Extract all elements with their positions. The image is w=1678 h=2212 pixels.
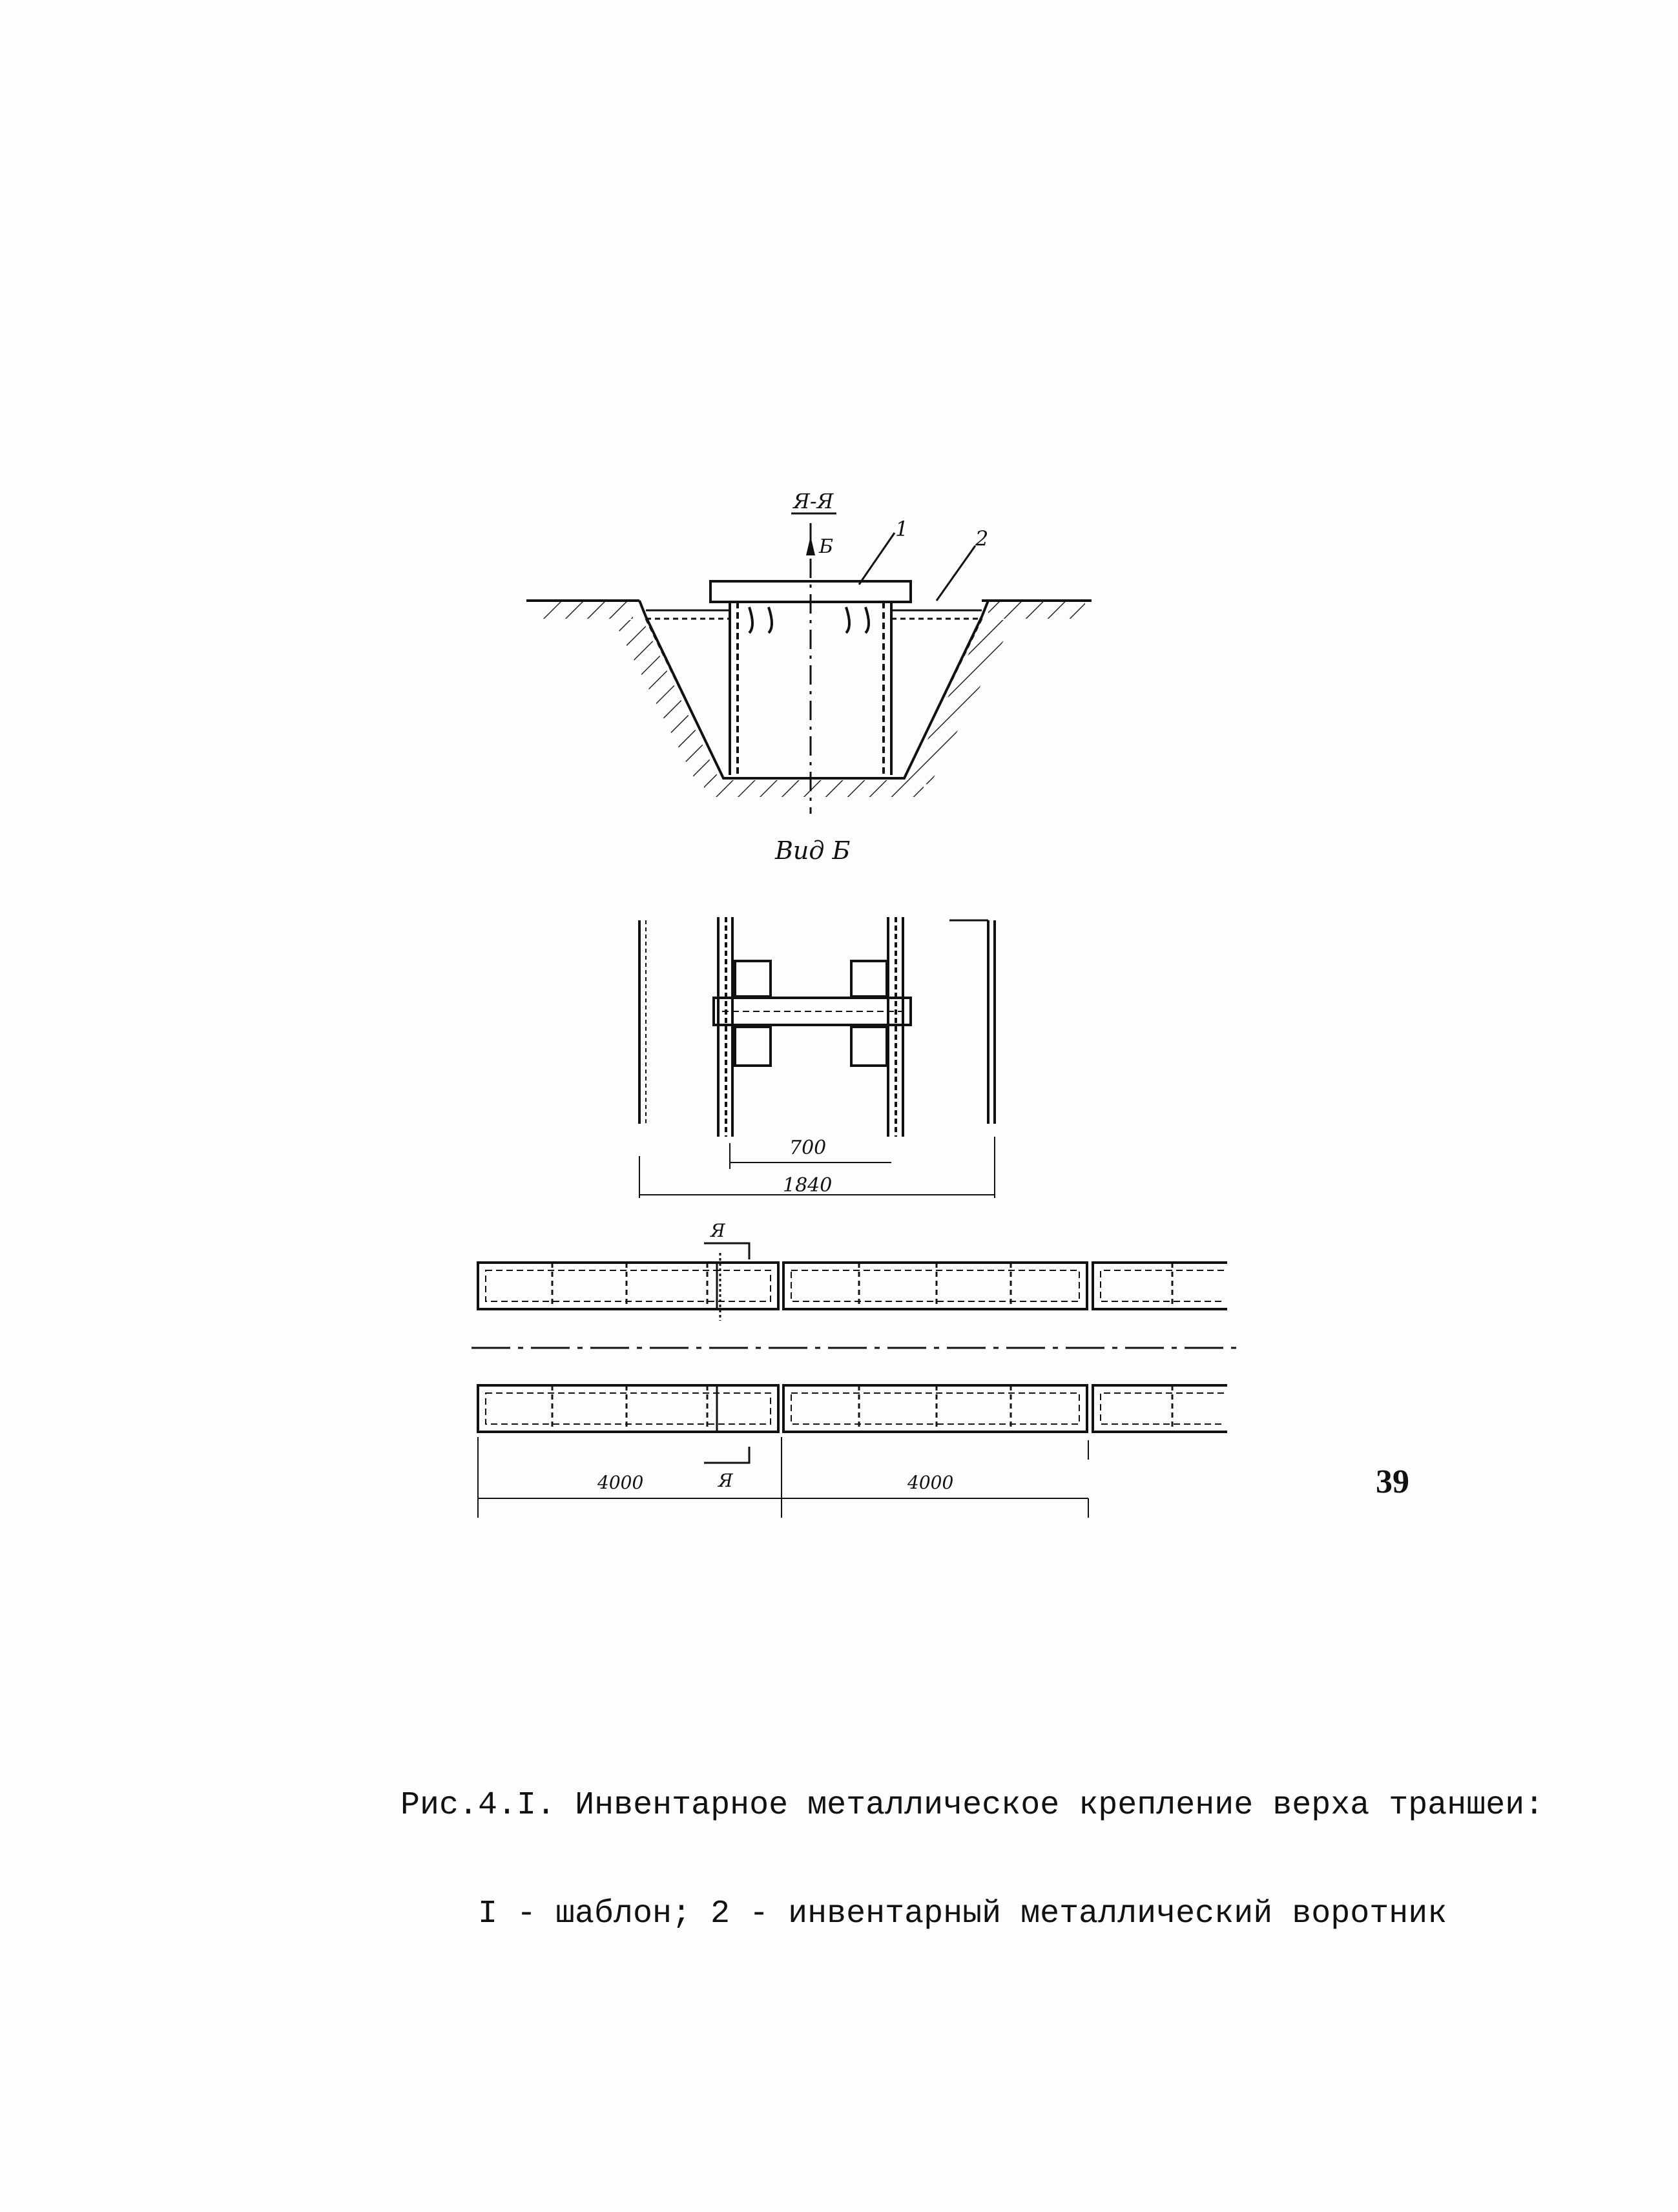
plan-cut-bottom: Я bbox=[718, 1470, 733, 1491]
figure-caption bbox=[323, 1724, 1544, 2050]
ground-hatch-right bbox=[988, 602, 1085, 619]
dim-span-1: 4000 bbox=[597, 1472, 644, 1493]
callout-1-label: 1 bbox=[895, 517, 909, 541]
page-number: 39 bbox=[1376, 1463, 1409, 1500]
view-arrow-label: Б bbox=[819, 535, 834, 558]
dim-outer: 1840 bbox=[783, 1174, 833, 1197]
plan-cut-top: Я bbox=[710, 1220, 725, 1241]
callout-2-label: 2 bbox=[975, 526, 989, 551]
callout-2-leader bbox=[937, 546, 975, 601]
ground-hatch-left bbox=[543, 602, 633, 619]
dim-span-2: 4000 bbox=[907, 1472, 954, 1493]
plan-view bbox=[471, 1243, 1240, 1518]
view-title: Вид Б bbox=[775, 836, 851, 865]
caption-line-1: Рис.4.I. Инвентарное металлическое крепление верха траншеи: bbox=[400, 1787, 1544, 1824]
bottom-hatch bbox=[704, 780, 924, 797]
dim-inner: 700 bbox=[789, 1137, 827, 1159]
caption-line-2: I - шаблон; 2 - инвентарный металлический воротник bbox=[478, 1896, 1447, 1932]
slope-hatch-left bbox=[614, 620, 720, 785]
section-label: Я-Я bbox=[793, 489, 834, 513]
section-view bbox=[526, 513, 1092, 814]
callout-1-leader bbox=[859, 533, 895, 584]
slope-hatch-right bbox=[907, 620, 1014, 785]
view-arrow bbox=[806, 536, 815, 555]
